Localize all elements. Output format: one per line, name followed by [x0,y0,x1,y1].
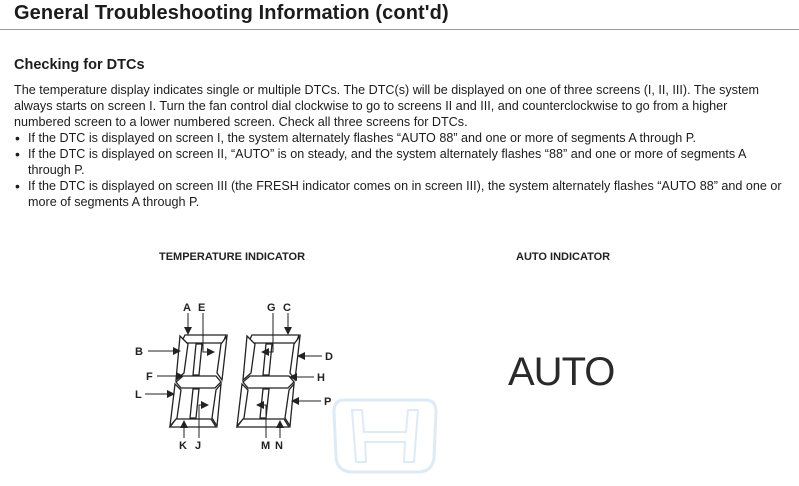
bullet-icon: • [15,130,20,146]
intro-paragraph: The temperature display indicates single or multiple DTCs. The DTC(s) will be displayed on one of three screens (I, II, III). The system always starts on screen I. Turn the fan control dial clockwise to go to screens II and III, and counterclockwise to go from a higher numbered screen to a lower numbered screen. Check all three screens for DTCs. [14,83,759,129]
section-heading: Checking for DTCs [14,57,145,73]
bullet-icon: • [15,146,20,162]
segment-label-k: K [179,440,187,452]
segment-label-p: P [324,396,332,408]
segment-label-n: N [275,440,283,452]
segment-label-h: H [317,372,325,384]
watermark-logo-icon [334,400,436,472]
bullet-text: If the DTC is displayed on screen III (the FRESH indicator comes on in screen III), the system alternately flashes “AUTO 88” and one or more of segments A through P. [28,179,782,209]
leader-e [203,313,214,352]
segment-label-j: J [195,440,202,452]
page-title: General Troubleshooting Information (cont'd) [14,2,449,24]
temperature-indicator-label: TEMPERATURE INDICATOR [159,251,306,263]
segment-label-c: C [283,302,291,314]
segment-label-g: G [267,302,276,314]
segment-label-f: F [146,371,153,383]
segment-label-a: A [183,302,191,314]
segment-label-l: L [135,389,142,401]
bullet-icon: • [15,178,20,194]
auto-indicator-display: AUTO [508,350,615,394]
bullet-text: If the DTC is displayed on screen II, “AUTO” is on steady, and the system alternately flashes “88” and one or more of segments A through P. [28,147,746,177]
bullet-text: If the DTC is displayed on screen I, the system alternately flashes “AUTO 88” and one or more of segments A through P. [28,131,697,145]
segment-label-m: M [261,440,271,452]
auto-indicator-label: AUTO INDICATOR [516,251,611,263]
digit-two [237,335,300,427]
segment-label-d: D [325,351,333,363]
segment-label-b: B [135,346,143,358]
segment-label-e: E [198,302,206,314]
